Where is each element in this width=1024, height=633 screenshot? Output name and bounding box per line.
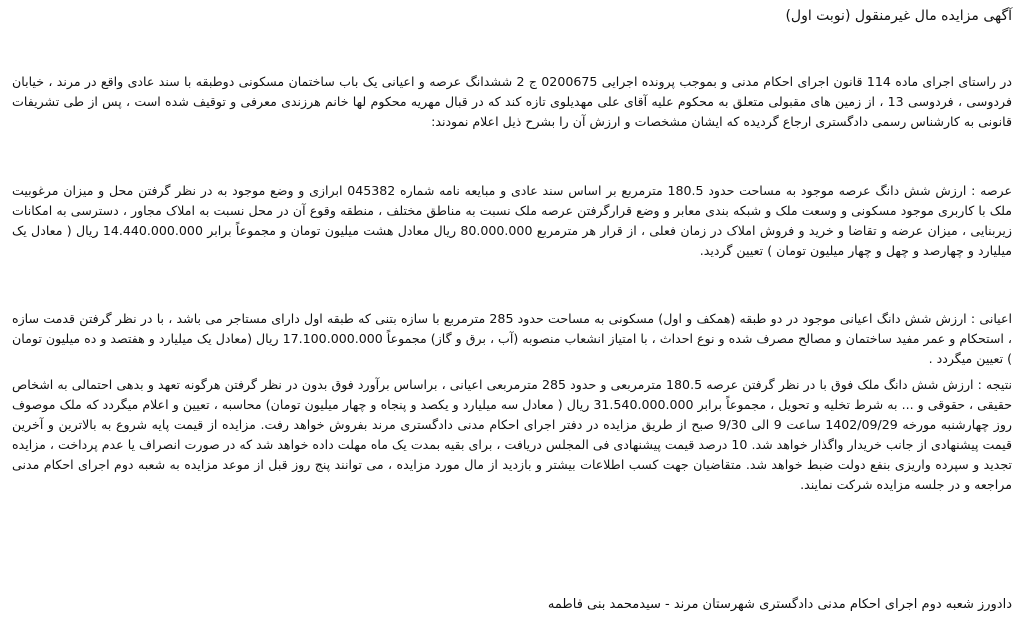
notice-title: آگهی مزایده مال غیرمنقول (نوبت اول) bbox=[785, 8, 1012, 24]
intro-paragraph: در راستای اجرای ماده 114 قانون اجرای احکام مدنی و بموجب پرونده اجرایی 0200675 ج 2 ششدانگ عرصه و اعیانی یک باب ساختمان مسکونی دوطبقه با سند عادی واقع در مرند ، خیابان فردوسی ، فردوسی 13 ، از زمین های مقبولی متعلق به محکوم علیه آقای علی مهدیلوی تازه کند که در قبال مهریه محکوم لها خانم هرزندی معرفی و توقیف شده است ، پس از طی تشریفات قانونی به کارشناس رسمی دادگستری ارجاع گردیده که ایشان مشخصات و ارزش آن را بشرح ذیل اعلام نمودند: bbox=[12, 74, 1012, 129]
result-paragraph: نتیجه : ارزش شش دانگ ملک فوق با در نظر گرفتن عرصه 180.5 مترمربعی و حدود 285 مترمربعی اعیانی ، براساس برآورد فوق بدون در نظر گرفتن هرگونه تعهد و بدهی احتمالی به اشخاص حقیقی ، حقوقی و ... به شرط تخلیه و تحویل ، مجموعاً برابر 31.540.000.000 ریال ( معادل سه میلیارد و یکصد و پنجاه و چهار میلیون تومان) محاسبه ، تعیین و اعلام میگردد که ملک موصوف روز چهارشنبه مورخه 1402/09/29 ساعت 9 الی 9/30 صبح از طریق مزایده در دفتر اجرای احکام مدنی دادگستری مرند بفروش خواهد رفت. مزایده از قیمت پایه شروع به بالاترین و آخرین قیمت پیشنهادی از جانب خریدار واگذار خواهد شد. 10 درصد قیمت پیشنهادی فی المجلس دریافت ، برای بقیه بمدت یک ماه مهلت داده خواهد شد که در صورت انصراف یا عدم پرداخت ، مزایده تجدید و سپرده واریزی بنفع دولت ضبط خواهد شد. متقاضیان جهت کسب اطلاعات بیشتر و بازدید از مال مورد مزایده ، می توانند پنج روز قبل از موعد مزایده به شعبه دوم اجرای احکام مدنی مراجعه و در جلسه مزایده شرکت نمایند. bbox=[12, 377, 1013, 492]
signature-line: دادورز شعبه دوم اجرای احکام مدنی دادگستری شهرستان مرند - سیدمحمد بنی فاطمه bbox=[547, 597, 1012, 612]
land-valuation-paragraph: عرصه : ارزش شش دانگ عرصه موجود به مساحت حدود 180.5 مترمربع بر اساس سند عادی و مبایعه نامه شماره 045382 ابرازی و وضع موجود به در نظر گرفتن محل و میزان مرغوبیت ملک با کاربری موجود مسکونی و وسعت ملک و شبکه بندی معابر و وضع قرارگرفتن عرصه ملک نسبت به مناطق مختلف ، منطقه وقوع آن در محل نسبت به املاک مجاور ، دسترسی به امکانات زیربنایی ، میزان عرضه و تقاضا و خرید و فروش املاک در زمان فعلی ، از قرار هر مترمربع 80.000.000 ریال معادل هشت میلیون تومان و مجموعاً برابر 14.440.000.000 ریال ( معادل یک میلیارد و چهارصد و چهل و چهار میلیون تومان ) تعیین گردید. bbox=[12, 183, 1012, 258]
building-valuation-paragraph: اعیانی : ارزش شش دانگ اعیانی موجود در دو طبقه (همکف و اول) مسکونی به مساحت حدود 285 مترمربع با سازه بتنی که طبقه اول دارای مستاجر می باشد ، با در نظر گرفتن قدمت سازه ، استحکام و عمر مفید ساختمان و مصالح مصرف شده و نوع احداث ، با امتیاز انشعاب منصوبه (آب ، برق و گاز) مجموعاً 17.100.000.000 ریال (معادل یک میلیارد و هفتصد و ده میلیون تومان ) تعیین میگردد . bbox=[12, 311, 1012, 366]
